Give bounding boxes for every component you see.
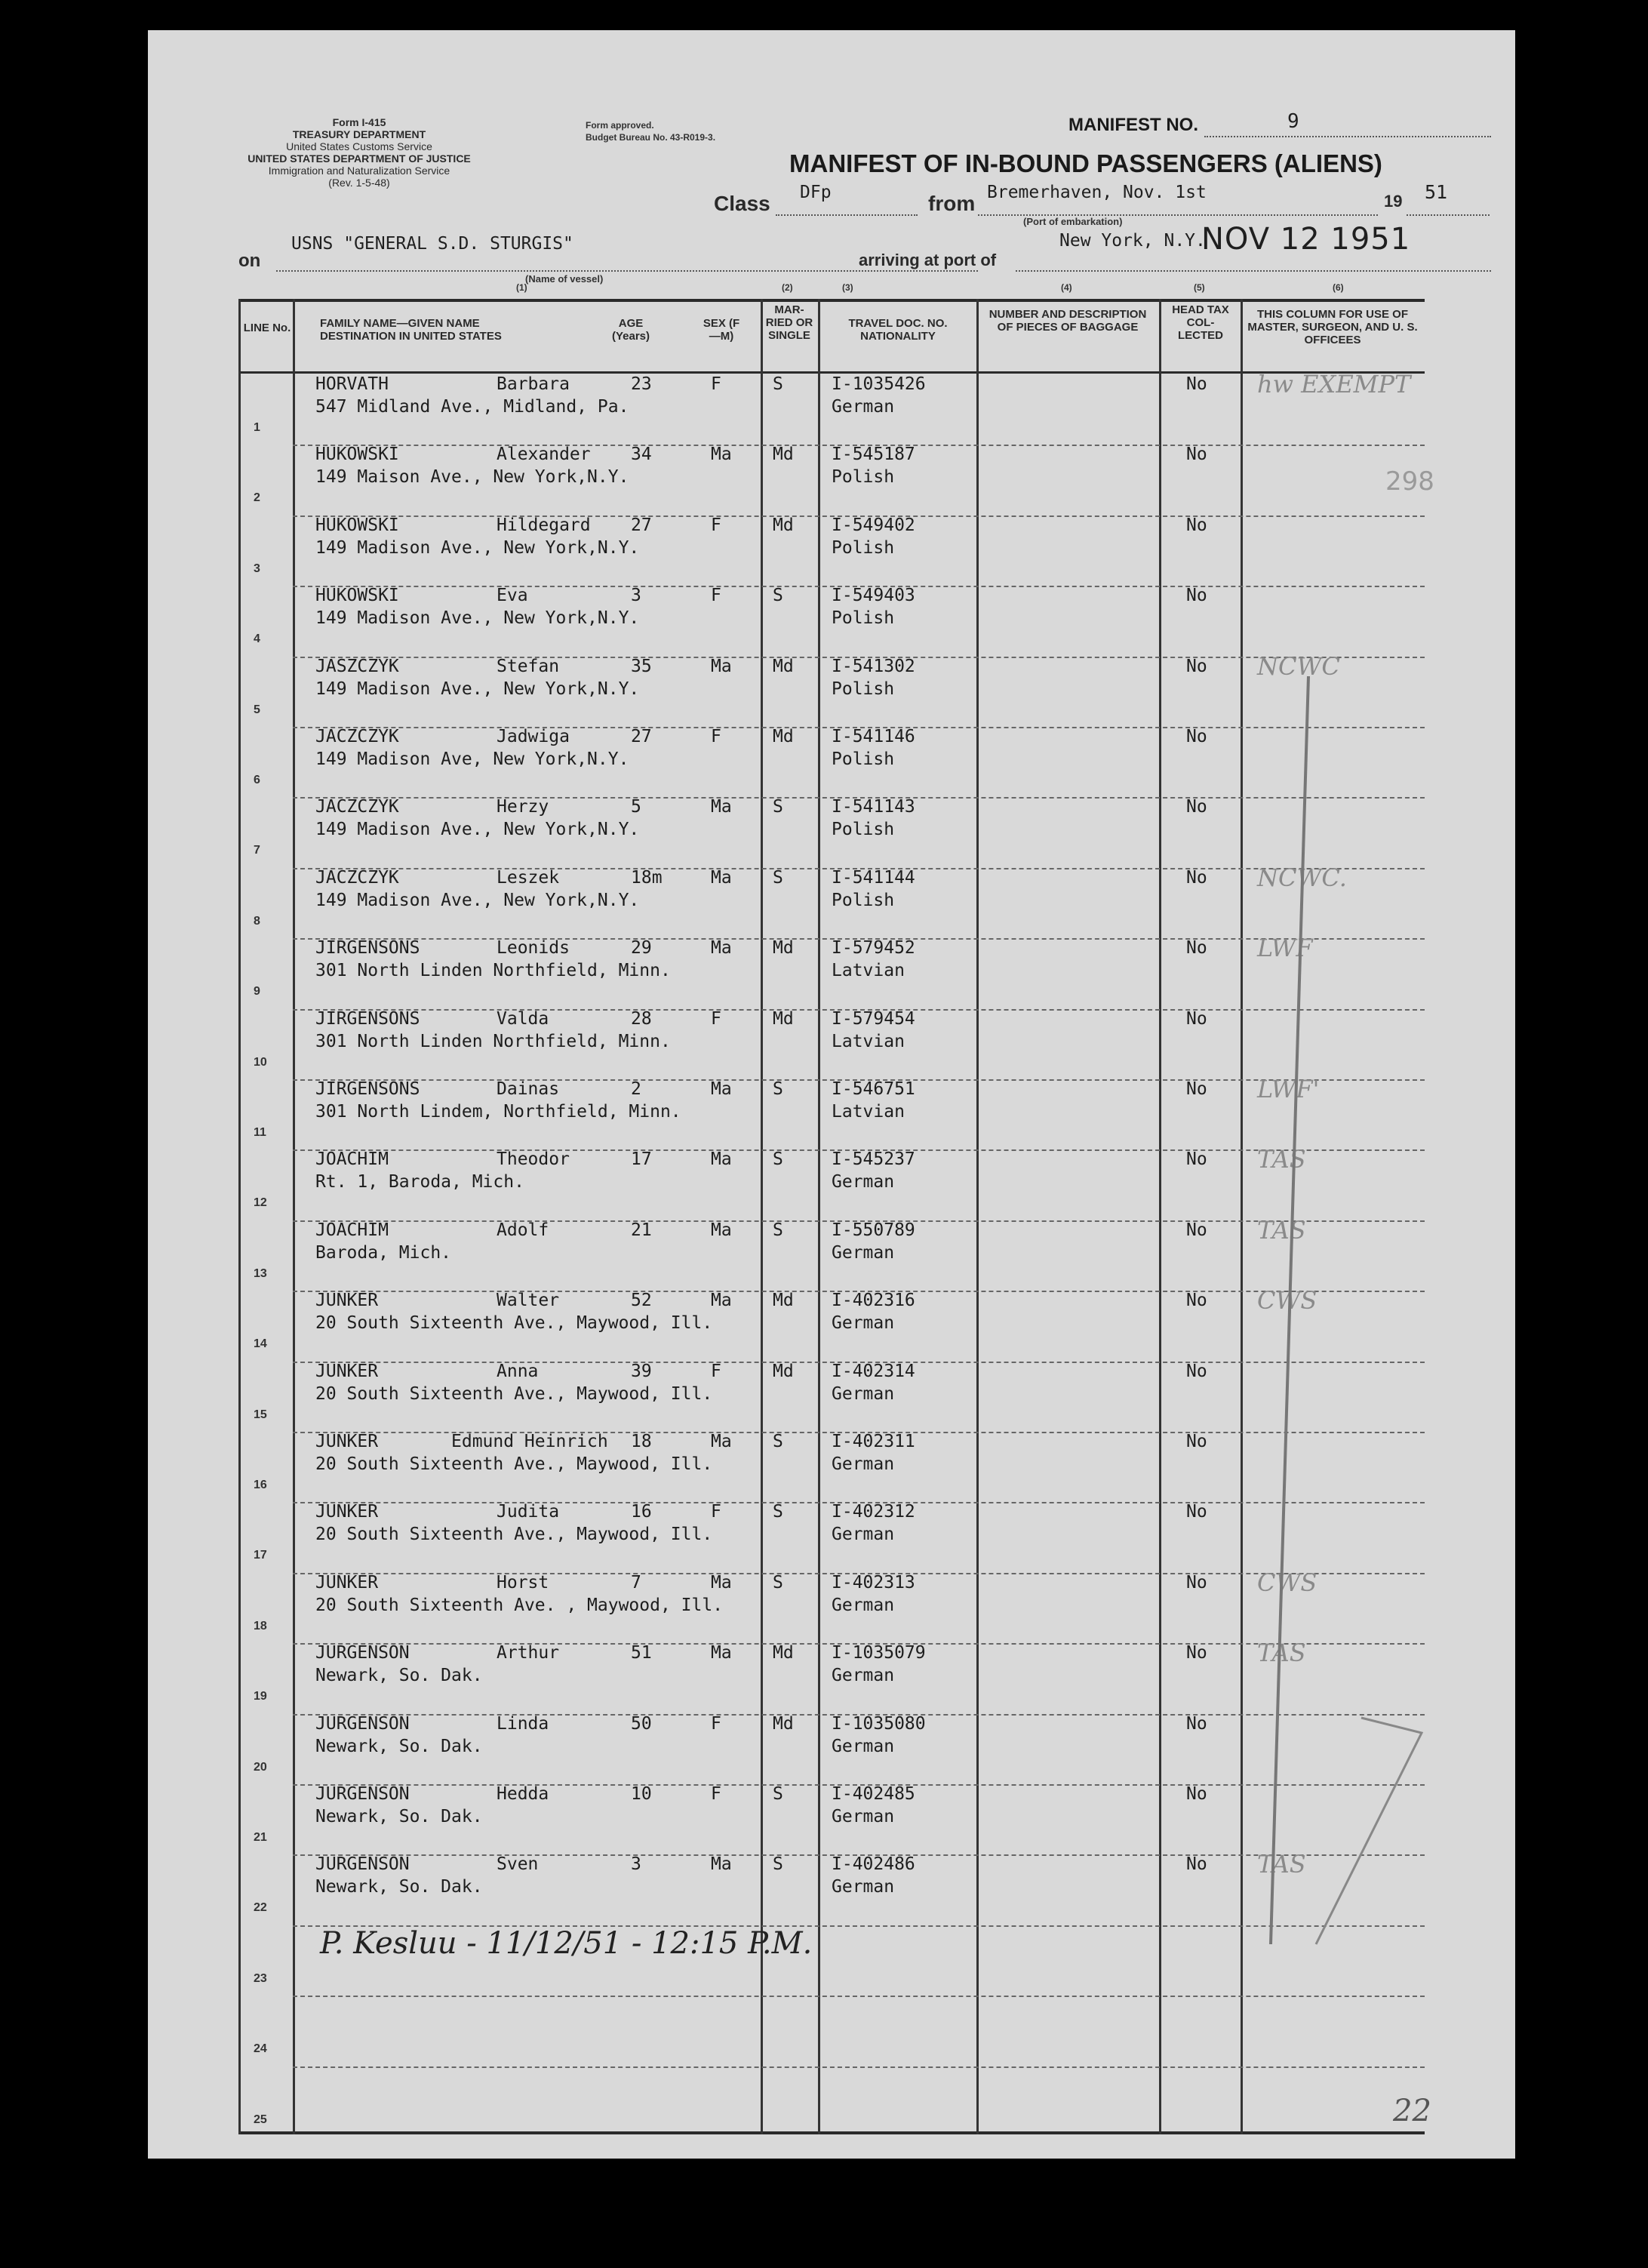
age: 29 [631,938,652,959]
header-married: MAR- RIED OR SINGLE [765,303,813,342]
officer-remark: TAS [1257,1215,1306,1245]
sex: Ma [711,1854,732,1875]
family-name: JOACHIM [315,1149,389,1170]
officer-remark: CWS [1257,1568,1317,1597]
header-age: AGE (Years) [611,317,650,343]
destination-address: 20 South Sixteenth Ave., Maywood, Ill. [315,1383,713,1404]
sex: F [711,374,721,394]
nationality: German [832,1525,895,1545]
col-number-1: (1) [516,282,527,293]
marital-status: S [773,1432,783,1451]
travel-doc-no: I-546751 [832,1079,915,1099]
officer-remark: NCWC [1257,651,1340,681]
from-value: Bremerhaven, Nov. 1st [987,183,1207,202]
corner-mark: 22 [1393,2094,1431,2128]
head-tax: No [1186,1713,1207,1734]
sex: Ma [711,1572,732,1593]
travel-doc-no: I-541302 [832,656,915,676]
family-name: JUNKER [315,1291,379,1311]
given-name: Eva [497,586,528,606]
destination-address: Newark, So. Dak. [315,1877,483,1897]
nationality: Polish [832,608,895,629]
line-number: 10 [254,1055,267,1069]
sex: F [711,1784,721,1804]
sex: F [711,1502,721,1522]
pencil-line [1271,676,1308,1944]
head-tax: No [1186,656,1207,676]
marital-status: Md [773,1361,794,1381]
col-divider-baggage [976,299,979,2134]
age: 5 [631,797,641,817]
age: 17 [631,1149,652,1170]
given-name: Stefan [497,656,560,676]
sex: Ma [711,1149,732,1170]
head-tax: No [1186,445,1207,465]
head-tax: No [1186,1361,1207,1381]
given-name: Edmund Heinrich [451,1432,608,1451]
line-number: 18 [254,1619,267,1633]
signature: P. Kesluu - 11/12/51 - 12:15 P.M. [320,1926,813,1961]
officer-remark: CWS [1257,1286,1317,1316]
marital-status: Md [773,1291,794,1311]
ins-service: Immigration and Naturalization Service [268,165,450,177]
sex: Ma [711,1079,732,1099]
head-tax: No [1186,1643,1207,1663]
destination-address: 149 Madison Ave., New York,N.Y. [315,679,640,699]
head-tax: No [1186,1502,1207,1522]
sex: F [711,586,721,606]
age: 51 [631,1643,652,1663]
nationality: German [832,1383,895,1404]
col-number-5: (5) [1194,282,1205,293]
travel-doc-no: I-541143 [832,797,915,817]
header-baggage: NUMBER AND DESCRIPTION OF PIECES OF BAGGAGE [988,308,1147,334]
marital-status: S [773,867,783,888]
family-name: JACZCZYK [315,727,399,746]
line-number: 22 [254,1901,267,1915]
arriving-label: arriving at port of [859,251,997,269]
family-name: JACZCZYK [315,867,399,888]
nationality: German [832,1736,895,1756]
head-tax: No [1186,1432,1207,1451]
head-tax: No [1186,727,1207,746]
nationality: Polish [832,679,895,699]
year-line [1407,214,1490,216]
sex: Ma [711,1432,732,1451]
nationality: Polish [832,537,895,558]
given-name: Arthur [497,1643,560,1663]
line-number: 23 [254,1971,267,1985]
line-number: 12 [254,1196,267,1210]
destination-address: 149 Maison Ave., New York,N.Y. [315,467,629,488]
header-travel-doc: TRAVEL DOC. NO. NATIONALITY [848,317,948,343]
destination-address: Newark, So. Dak. [315,1666,483,1686]
manifest-page [148,30,1515,2159]
destination-address: 149 Madison Ave., New York,N.Y. [315,537,640,558]
marital-status: S [773,797,783,817]
line-number: 2 [254,491,260,505]
manifest-no-value: 9 [1287,110,1299,133]
travel-doc-no: I-579452 [832,938,915,959]
travel-doc-no: I-549402 [832,515,915,535]
nationality: Polish [832,820,895,840]
destination-address: 301 North Lindem, Northfield, Minn. [315,1102,681,1122]
marital-status: Md [773,656,794,676]
sex: Ma [711,445,732,465]
header-sex: SEX (F—M) [703,317,740,343]
head-tax: No [1186,938,1207,959]
age: 27 [631,727,652,746]
head-tax: No [1186,1854,1207,1875]
line-number: 4 [254,632,260,646]
marital-status: S [773,586,783,606]
family-name: JOACHIM [315,1220,389,1240]
form-number: Form I-415 [332,116,386,128]
destination-address: 301 North Linden Northfield, Minn. [315,961,671,981]
form-header-left [231,116,487,189]
family-name: JURGENSON [315,1713,410,1734]
marital-status: Md [773,727,794,746]
head-tax: No [1186,797,1207,817]
destination-address: 547 Midland Ave., Midland, Pa. [315,397,629,417]
line-number: 14 [254,1337,267,1351]
destination-address: 20 South Sixteenth Ave., Maywood, Ill. [315,1454,713,1474]
age: 3 [631,586,641,606]
line-number: 9 [254,985,260,999]
nationality: German [832,1807,895,1826]
line-number: 6 [254,774,260,786]
head-tax: No [1186,1220,1207,1240]
given-name: Hedda [497,1784,549,1804]
destination-address: 149 Madison Ave, New York,N.Y. [315,749,629,769]
marital-status: Md [773,938,794,959]
sex: F [711,1008,721,1029]
nationality: Polish [832,890,895,910]
age: 7 [631,1572,641,1593]
given-name: Judita [497,1502,560,1522]
vessel-value: USNS "GENERAL S.D. STURGIS" [291,234,573,254]
year-label: 19 [1384,192,1403,211]
on-label: on [238,251,261,271]
pencil-line [1316,1718,1422,1944]
nationality: German [832,1242,895,1263]
row-divider [293,1996,1425,1997]
officer-remark: hw EXEMPT [1257,370,1411,399]
head-tax: No [1186,867,1207,888]
line-number: 20 [254,1760,267,1774]
head-tax: No [1186,1291,1207,1311]
family-name: JIRGENSONS [315,1079,420,1099]
travel-doc-no: I-402316 [832,1291,915,1311]
sex: F [711,1361,721,1381]
officer-remark: TAS [1257,1145,1306,1174]
class-value: DFp [800,183,832,202]
nationality: German [832,397,895,417]
nationality: Latvian [832,1031,905,1051]
officer-remark: TAS [1257,1639,1306,1668]
family-name: HUKOWSKI [315,445,399,465]
marital-status: S [773,1149,783,1170]
travel-doc-no: I-549403 [832,586,915,606]
officer-remark: NCWC. [1257,863,1347,892]
family-name: JIRGENSONS [315,1008,420,1029]
age: 18m [631,867,663,888]
age: 3 [631,1854,641,1875]
travel-doc-no: I-550789 [832,1220,915,1240]
sex: Ma [711,867,732,888]
officer-remark: TAS [1257,1850,1306,1879]
destination-address: Newark, So. Dak. [315,1807,483,1826]
travel-doc-no: I-402312 [832,1502,915,1522]
marital-status: Md [773,515,794,535]
header-officers: THIS COLUMN FOR USE OF MASTER, SURGEON, AND U. S. OFFICEES [1247,308,1418,346]
destination-address: 149 Madison Ave., New York,N.Y. [315,890,640,910]
given-name: Jadwiga [497,727,570,746]
head-tax: No [1186,586,1207,606]
manifest-no-label: MANIFEST NO. [1068,115,1198,135]
line-number: 5 [254,703,260,716]
family-name: JUNKER [315,1502,379,1522]
destination-address: Baroda, Mich. [315,1242,452,1263]
header-head-tax: HEAD TAX COL- LECTED [1172,303,1229,342]
age: 34 [631,445,652,465]
family-name: JUNKER [315,1361,379,1381]
age: 50 [631,1713,652,1734]
line-number: 21 [254,1831,267,1844]
nationality: Polish [832,467,895,488]
head-tax: No [1186,1008,1207,1029]
travel-doc-no: I-402485 [832,1784,915,1804]
vessel-line [276,270,978,272]
manifest-title: MANIFEST OF IN-BOUND PASSENGERS (ALIENS) [789,149,1382,177]
col-number-2: (2) [782,282,793,293]
marital-status: Md [773,1643,794,1663]
destination-address: 20 South Sixteenth Ave., Maywood, Ill. [315,1313,713,1334]
head-tax: No [1186,1572,1207,1593]
year-value: 51 [1425,181,1448,203]
given-name: Sven [497,1854,539,1875]
line-number: 15 [254,1408,267,1421]
col-number-4: (4) [1061,282,1072,293]
head-tax: No [1186,1149,1207,1170]
age: 52 [631,1291,652,1311]
head-tax: No [1186,1079,1207,1099]
marital-status: S [773,1854,783,1875]
travel-doc-no: I-402311 [832,1432,915,1451]
marital-status: Md [773,445,794,465]
destination-address: 149 Madison Ave., New York,N.Y. [315,820,640,840]
destination-address: 301 North Linden Northfield, Minn. [315,1031,671,1051]
pencil-strokes [1241,370,1467,1959]
destination-address: 20 South Sixteenth Ave., Maywood, Ill. [315,1525,713,1545]
travel-doc-no: I-541146 [832,727,915,746]
marital-status: S [773,1572,783,1593]
age: 35 [631,656,652,676]
family-name: JUNKER [315,1572,379,1593]
travel-doc-no: I-545237 [832,1149,915,1170]
family-name: JUNKER [315,1432,379,1451]
marital-status: S [773,1784,783,1804]
destination-address: Newark, So. Dak. [315,1736,483,1756]
head-tax: No [1186,515,1207,535]
marital-status: S [773,1220,783,1240]
officer-remark: LWF [1257,934,1313,963]
age: 27 [631,515,652,535]
department-of-justice: UNITED STATES DEPARTMENT OF JUSTICE [248,152,471,165]
line-number: 8 [254,914,260,928]
header-line-no: LINE No. [243,322,291,334]
family-name: JACZCZYK [315,797,399,817]
line-number: 1 [254,421,260,434]
age: 16 [631,1502,652,1522]
marital-status: S [773,374,783,394]
manifest-no-line [1204,136,1491,137]
nationality: German [832,1454,895,1474]
travel-doc-no: I-1035080 [832,1713,926,1734]
travel-doc-no: I-402486 [832,1854,915,1875]
table-top-rule [238,299,1425,302]
sex: Ma [711,1291,732,1311]
age: 21 [631,1220,652,1240]
sex: Ma [711,797,732,817]
given-name: Valda [497,1008,549,1029]
class-line [776,214,918,216]
row-divider [293,2066,1425,2068]
nationality: Polish [832,749,895,769]
marital-status: S [773,1502,783,1522]
line-number: 7 [254,844,260,857]
sex: F [711,1713,721,1734]
age: 39 [631,1361,652,1381]
line-number: 19 [254,1690,267,1703]
marital-status: S [773,1079,783,1099]
destination-address: 149 Madison Ave., New York,N.Y. [315,608,640,629]
head-tax: No [1186,374,1207,394]
family-name: JIRGENSONS [315,938,420,959]
family-name: HUKOWSKI [315,586,399,606]
given-name: Linda [497,1713,549,1734]
given-name: Theodor [497,1149,570,1170]
sex: Ma [711,1220,732,1240]
given-name: Hildegard [497,515,591,535]
travel-doc-no: I-579454 [832,1008,915,1029]
customs-service: United States Customs Service [286,140,432,152]
marital-status: Md [773,1713,794,1734]
table-left-border [238,299,241,2134]
arrival-stamp: NOV 12 1951 [1201,222,1411,257]
treasury-department: TREASURY DEPARTMENT [292,128,426,140]
line-number: 16 [254,1479,267,1491]
family-name: HUKOWSKI [315,515,399,535]
line-number: 3 [254,562,260,575]
given-name: Barbara [497,374,570,394]
budget-bureau: Budget Bureau No. 43-R019-3. [586,132,716,143]
age: 2 [631,1079,641,1099]
age: 28 [631,1008,652,1029]
col-number-3: (3) [842,282,853,293]
family-name: HORVATH [315,374,389,394]
form-approval [586,119,715,143]
given-name: Walter [497,1291,560,1311]
age: 10 [631,1784,652,1804]
age: 23 [631,374,652,394]
sex: Ma [711,938,732,959]
nationality: German [832,1877,895,1897]
given-name: Adolf [497,1220,549,1240]
arrival-port: New York, N.Y. [1059,231,1206,251]
nationality: German [832,1172,895,1192]
travel-doc-no: I-1035079 [832,1643,926,1663]
given-name: Herzy [497,797,549,817]
nationality: Latvian [832,1102,905,1122]
given-name: Anna [497,1361,539,1381]
col-number-6: (6) [1333,282,1344,293]
travel-doc-no: I-402314 [832,1361,915,1381]
nationality: German [832,1666,895,1686]
given-name: Leszek [497,867,560,888]
col-divider-line [293,299,295,2134]
destination-address: 20 South Sixteenth Ave. , Maywood, Ill. [315,1595,724,1615]
given-name: Dainas [497,1079,560,1099]
head-tax: No [1186,1784,1207,1804]
family-name: JURGENSON [315,1643,410,1663]
age: 18 [631,1432,652,1451]
travel-doc-no: I-545187 [832,445,915,465]
sex: F [711,727,721,746]
given-name: Leonids [497,938,570,959]
line-number: 13 [254,1266,267,1280]
table-bottom-rule [238,2131,1425,2134]
travel-doc-no: I-402313 [832,1572,915,1593]
from-label: from [928,192,976,215]
port-embarkation-caption: (Port of embarkation) [1023,216,1123,227]
sex: F [711,515,721,535]
travel-doc-no: I-1035426 [832,374,926,394]
destination-address: Rt. 1, Baroda, Mich. [315,1172,524,1192]
header-name: FAMILY NAME—GIVEN NAME DESTINATION IN UNITED STATES [320,317,502,343]
class-label: Class [714,192,770,215]
travel-doc-no: I-541144 [832,867,915,888]
approval-text: Form approved. [586,120,654,131]
col-divider-married [761,299,763,2134]
family-name: JASZCZYK [315,656,399,676]
col-divider-headtax [1159,299,1161,2134]
given-name: Horst [497,1572,549,1593]
col-divider-travel [818,299,820,2134]
family-name: JURGENSON [315,1784,410,1804]
line-number: 11 [254,1126,266,1139]
line-number: 25 [254,2113,267,2126]
sex: Ma [711,1643,732,1663]
sex: Ma [711,656,732,676]
officer-remark: LWF' [1257,1075,1320,1103]
marital-status: Md [773,1008,794,1029]
line-number: 24 [254,2042,267,2056]
arrival-line [1016,270,1491,272]
nationality: German [832,1595,895,1615]
line-number: 17 [254,1549,267,1562]
vessel-caption: (Name of vessel) [525,273,604,285]
form-revision: (Rev. 1-5-48) [328,177,390,189]
margin-number: 298 [1385,466,1434,497]
family-name: JURGENSON [315,1854,410,1875]
given-name: Alexander [497,445,591,465]
nationality: Latvian [832,961,905,981]
nationality: German [832,1313,895,1334]
